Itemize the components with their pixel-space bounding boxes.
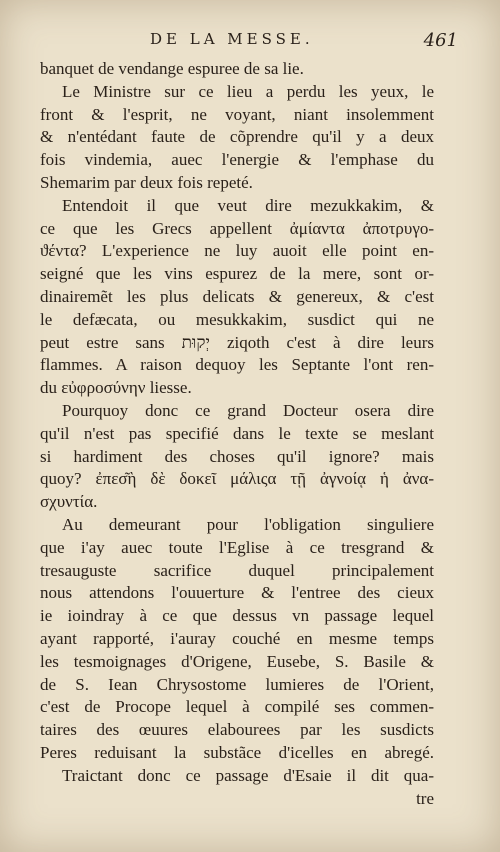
catchword: tre xyxy=(416,788,434,808)
text-line: fois vindemia, auec l'energie & l'emphase du xyxy=(40,150,434,170)
text-line: de S. Iean Chrysostome lumieres de l'Orient, xyxy=(40,674,434,694)
text-line: si hardiment des choses qu'il ignore? mais xyxy=(40,446,434,466)
text-line: que i'ay auec toute l'Eglise à ce tresgrand & xyxy=(40,537,434,557)
body-text xyxy=(40,58,434,810)
text-line: banquet de vendange espuree de sa lie. xyxy=(40,59,304,78)
text-line: σχυντία. xyxy=(40,492,98,512)
text-line: front & l'esprit, ne voyant, niant insolemment xyxy=(40,104,434,124)
text-line: Au demeurant pour l'obligation singuliere xyxy=(62,514,434,534)
text-line: Le Ministre sur ce lieu a perdu les yeux, le xyxy=(62,81,434,101)
text-line: flammes. A raison dequoy les Septante l'ont ren- xyxy=(40,355,434,375)
text-line: Pourquoy donc ce grand Docteur osera dire xyxy=(62,400,434,420)
text-line: tresauguste sacrifice duquel principalement xyxy=(40,560,434,580)
text-line: ce que les Grecs appellent ἀμίαντα ἀποτρυγο- xyxy=(40,218,434,238)
text-line: nous attendons l'ouuerture & l'entree des cieux xyxy=(40,583,434,603)
text-line: seigné que les vins espurez de la mere, sont or- xyxy=(40,264,434,284)
text-line: du εὐφροσύνην liesse. xyxy=(40,378,192,398)
text-line: ϑέντα? L'experience ne luy auoit elle point en- xyxy=(40,241,434,261)
page-number: 461 xyxy=(423,30,458,51)
text-line: Peres reduisant la substãce d'icelles en abregé. xyxy=(40,742,434,762)
text-line: quoy? ἐπεσ͂ὴ δὲ δοκεῖ μάλιςα τῇ ἀγνοίᾳ ἡ ἀνα- xyxy=(40,469,434,489)
text-line: Traictant donc ce passage d'Esaie il dit qua- xyxy=(62,765,434,785)
text-line: le defæcata, ou mesukkakim, susdict qui ne xyxy=(40,309,434,329)
text-line: & n'entédant faute de cõprendre qu'il y a deux xyxy=(40,127,434,147)
text-line: taires des œuures elabourees par les susdicts xyxy=(40,720,434,740)
text-line: les tesmoignages d'Origene, Eusebe, S. Basile & xyxy=(40,651,434,671)
text-line: peut estre sans יְקוּת ziqoth c'est à dire leurs xyxy=(40,332,434,352)
running-head: DE LA MESSE. xyxy=(150,30,314,48)
text-line: ie ioindray à ce que dessus vn passage lequel xyxy=(40,606,434,626)
text-line: ayant rapporté, i'auray couché en mesme temps xyxy=(40,628,434,648)
text-line: qu'il n'est pas specifié dans le texte se meslant xyxy=(40,423,434,443)
text-line: Entendoit il que veut dire mezukkakim, & xyxy=(62,195,434,215)
text-line: Shemarim par deux fois repeté. xyxy=(40,172,253,192)
text-line: c'est de Procope lequel à compilé ses commen- xyxy=(40,697,434,717)
text-line: dinairemẽt les plus delicats & genereux, & c'est xyxy=(40,286,434,306)
